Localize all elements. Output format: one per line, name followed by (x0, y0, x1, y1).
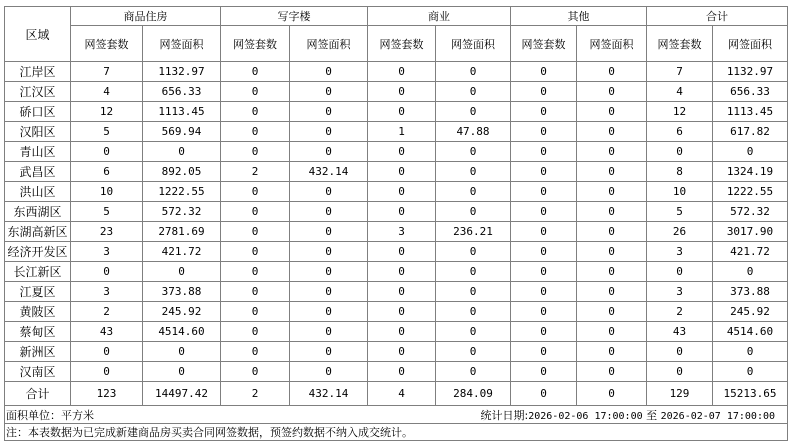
count-cell: 0 (511, 382, 577, 406)
count-cell: 123 (71, 382, 143, 406)
table-row (5, 202, 788, 222)
area-cell: 1113.45 (143, 102, 221, 122)
area-cell: 0 (143, 262, 221, 282)
area-cell: 892.05 (143, 162, 221, 182)
count-cell: 0 (71, 362, 143, 382)
count-cell: 0 (221, 142, 290, 162)
area-cell: 14497.42 (143, 382, 221, 406)
count-cell: 12 (71, 102, 143, 122)
header-group-office: 写字楼 (221, 7, 368, 26)
area-unit-label: 面积单位：平方米 (5, 406, 368, 424)
area-cell: 245.92 (143, 302, 221, 322)
header-region: 区域 (5, 7, 71, 62)
count-cell: 0 (647, 262, 713, 282)
table-row (5, 302, 788, 322)
subheader-count: 网签套数 (511, 26, 577, 62)
area-cell: 3017.90 (713, 222, 788, 242)
count-cell: 0 (221, 262, 290, 282)
area-cell: 0 (436, 342, 511, 362)
area-cell: 2781.69 (143, 222, 221, 242)
area-cell: 0 (436, 282, 511, 302)
region-cell: 新洲区 (5, 342, 71, 362)
count-cell: 0 (368, 262, 436, 282)
count-cell: 3 (368, 222, 436, 242)
area-cell: 0 (577, 322, 647, 342)
area-cell: 432.14 (290, 382, 368, 406)
area-cell: 0 (436, 362, 511, 382)
count-cell: 43 (647, 322, 713, 342)
total-row (5, 382, 788, 406)
table-row (5, 102, 788, 122)
count-cell: 0 (511, 242, 577, 262)
area-cell: 0 (577, 142, 647, 162)
area-cell: 0 (290, 242, 368, 262)
area-cell: 0 (290, 302, 368, 322)
area-cell: 0 (290, 102, 368, 122)
header-group-total: 合计 (647, 7, 788, 26)
region-cell: 东湖高新区 (5, 222, 71, 242)
area-cell: 4514.60 (143, 322, 221, 342)
area-cell: 0 (577, 202, 647, 222)
count-cell: 0 (221, 222, 290, 242)
area-cell: 0 (436, 202, 511, 222)
count-cell: 0 (368, 282, 436, 302)
count-cell: 0 (511, 162, 577, 182)
region-cell: 汉南区 (5, 362, 71, 382)
area-cell: 0 (577, 182, 647, 202)
stat-date-end: 2026-02-07 17:00:00 (660, 410, 775, 422)
table-row (5, 122, 788, 142)
subheader-count: 网签套数 (368, 26, 436, 62)
region-cell: 汉阳区 (5, 122, 71, 142)
count-cell: 26 (647, 222, 713, 242)
count-cell: 0 (511, 322, 577, 342)
transaction-table (4, 6, 788, 441)
stat-date-separator: 至 (646, 408, 658, 422)
count-cell: 0 (511, 102, 577, 122)
count-cell: 0 (511, 62, 577, 82)
region-cell: 江夏区 (5, 282, 71, 302)
count-cell: 3 (647, 282, 713, 302)
count-cell: 6 (647, 122, 713, 142)
area-cell: 0 (577, 82, 647, 102)
area-cell: 0 (436, 82, 511, 102)
area-cell: 572.32 (143, 202, 221, 222)
region-cell: 长江新区 (5, 262, 71, 282)
header-group-residential: 商品住房 (71, 7, 221, 26)
count-cell: 0 (511, 202, 577, 222)
area-cell: 0 (436, 162, 511, 182)
table-row (5, 142, 788, 162)
subheader-area: 网签面积 (290, 26, 368, 62)
area-cell: 432.14 (290, 162, 368, 182)
table-row (5, 62, 788, 82)
count-cell: 0 (221, 302, 290, 322)
area-cell: 0 (143, 362, 221, 382)
area-cell: 1132.97 (713, 62, 788, 82)
region-cell: 江汉区 (5, 82, 71, 102)
count-cell: 5 (71, 202, 143, 222)
count-cell: 0 (221, 122, 290, 142)
count-cell: 0 (368, 322, 436, 342)
count-cell: 0 (511, 362, 577, 382)
area-cell: 0 (577, 302, 647, 322)
area-cell: 0 (577, 222, 647, 242)
count-cell: 2 (71, 302, 143, 322)
count-cell: 0 (368, 182, 436, 202)
table-row (5, 342, 788, 362)
region-cell: 黄陂区 (5, 302, 71, 322)
count-cell: 6 (71, 162, 143, 182)
count-cell: 0 (511, 262, 577, 282)
count-cell: 0 (368, 242, 436, 262)
count-cell: 0 (368, 342, 436, 362)
count-cell: 0 (511, 82, 577, 102)
region-cell: 硚口区 (5, 102, 71, 122)
stat-date-label: 统计日期: (480, 408, 529, 422)
count-cell: 4 (647, 82, 713, 102)
area-cell: 0 (290, 62, 368, 82)
area-cell: 0 (436, 262, 511, 282)
area-cell: 0 (577, 362, 647, 382)
count-cell: 0 (511, 122, 577, 142)
area-cell: 0 (436, 302, 511, 322)
table-row (5, 282, 788, 302)
count-cell: 0 (647, 342, 713, 362)
count-cell: 43 (71, 322, 143, 342)
count-cell: 0 (71, 262, 143, 282)
area-cell: 0 (577, 162, 647, 182)
count-cell: 2 (647, 302, 713, 322)
table-row (5, 222, 788, 242)
count-cell: 0 (221, 202, 290, 222)
subheader-count: 网签套数 (647, 26, 713, 62)
header-row-groups (5, 7, 788, 26)
area-cell: 47.88 (436, 122, 511, 142)
count-cell: 5 (647, 202, 713, 222)
area-cell: 0 (290, 82, 368, 102)
count-cell: 2 (221, 162, 290, 182)
count-cell: 0 (511, 342, 577, 362)
count-cell: 0 (221, 362, 290, 382)
region-cell: 蔡甸区 (5, 322, 71, 342)
count-cell: 0 (71, 342, 143, 362)
area-cell: 656.33 (143, 82, 221, 102)
area-cell: 0 (577, 342, 647, 362)
area-cell: 1222.55 (713, 182, 788, 202)
count-cell: 2 (221, 382, 290, 406)
count-cell: 7 (71, 62, 143, 82)
count-cell: 0 (511, 142, 577, 162)
count-cell: 0 (221, 342, 290, 362)
subheader-count: 网签套数 (221, 26, 290, 62)
count-cell: 3 (647, 242, 713, 262)
area-cell: 0 (436, 102, 511, 122)
count-cell: 0 (511, 302, 577, 322)
area-cell: 373.88 (713, 282, 788, 302)
area-cell: 1324.19 (713, 162, 788, 182)
table-row (5, 322, 788, 342)
stat-date-start: 2026-02-06 17:00:00 (528, 410, 643, 422)
table-row (5, 262, 788, 282)
area-cell: 0 (143, 142, 221, 162)
area-cell: 1132.97 (143, 62, 221, 82)
table-row (5, 242, 788, 262)
area-cell: 0 (436, 62, 511, 82)
area-cell: 0 (290, 362, 368, 382)
count-cell: 10 (71, 182, 143, 202)
region-cell: 合计 (5, 382, 71, 406)
region-cell: 武昌区 (5, 162, 71, 182)
count-cell: 4 (368, 382, 436, 406)
stat-date (368, 406, 788, 424)
area-cell: 572.32 (713, 202, 788, 222)
area-cell: 245.92 (713, 302, 788, 322)
area-cell: 0 (713, 142, 788, 162)
count-cell: 0 (221, 242, 290, 262)
area-cell: 373.88 (143, 282, 221, 302)
count-cell: 0 (511, 222, 577, 242)
count-cell: 0 (368, 362, 436, 382)
area-cell: 421.72 (143, 242, 221, 262)
area-cell: 0 (290, 222, 368, 242)
count-cell: 0 (368, 102, 436, 122)
count-cell: 10 (647, 182, 713, 202)
table-row (5, 362, 788, 382)
header-group-other: 其他 (511, 7, 647, 26)
area-cell: 15213.65 (713, 382, 788, 406)
area-cell: 0 (290, 142, 368, 162)
count-cell: 0 (221, 182, 290, 202)
area-cell: 0 (290, 182, 368, 202)
count-cell: 0 (368, 62, 436, 82)
count-cell: 0 (221, 62, 290, 82)
area-cell: 617.82 (713, 122, 788, 142)
subheader-area: 网签面积 (713, 26, 788, 62)
area-cell: 569.94 (143, 122, 221, 142)
header-row-subheaders (5, 26, 788, 62)
header-group-commercial: 商业 (368, 7, 511, 26)
region-cell: 江岸区 (5, 62, 71, 82)
count-cell: 3 (71, 242, 143, 262)
count-cell: 0 (511, 282, 577, 302)
count-cell: 1 (368, 122, 436, 142)
area-cell: 0 (143, 342, 221, 362)
count-cell: 7 (647, 62, 713, 82)
region-cell: 青山区 (5, 142, 71, 162)
area-cell: 0 (290, 282, 368, 302)
region-cell: 洪山区 (5, 182, 71, 202)
area-cell: 656.33 (713, 82, 788, 102)
area-cell: 4514.60 (713, 322, 788, 342)
subheader-area: 网签面积 (143, 26, 221, 62)
count-cell: 129 (647, 382, 713, 406)
count-cell: 0 (71, 142, 143, 162)
area-cell: 284.09 (436, 382, 511, 406)
area-cell: 236.21 (436, 222, 511, 242)
area-cell: 1222.55 (143, 182, 221, 202)
area-cell: 0 (577, 282, 647, 302)
table-row (5, 82, 788, 102)
area-cell: 0 (713, 342, 788, 362)
footnote: 注：本表数据为已完成新建商品房买卖合同网签数据，预签约数据不纳入成交统计。 (5, 424, 788, 441)
area-cell: 0 (290, 262, 368, 282)
area-cell: 0 (713, 262, 788, 282)
count-cell: 3 (71, 282, 143, 302)
area-cell: 1113.45 (713, 102, 788, 122)
count-cell: 5 (71, 122, 143, 142)
subheader-area: 网签面积 (577, 26, 647, 62)
area-cell: 0 (577, 242, 647, 262)
count-cell: 0 (368, 302, 436, 322)
count-cell: 0 (511, 182, 577, 202)
area-cell: 0 (436, 322, 511, 342)
count-cell: 0 (221, 82, 290, 102)
count-cell: 0 (221, 322, 290, 342)
unit-row (5, 406, 788, 424)
area-cell: 0 (290, 122, 368, 142)
count-cell: 0 (368, 142, 436, 162)
count-cell: 0 (647, 362, 713, 382)
count-cell: 0 (647, 142, 713, 162)
table-row (5, 182, 788, 202)
subheader-count: 网签套数 (71, 26, 143, 62)
count-cell: 4 (71, 82, 143, 102)
count-cell: 12 (647, 102, 713, 122)
region-cell: 经济开发区 (5, 242, 71, 262)
count-cell: 0 (368, 202, 436, 222)
region-cell: 东西湖区 (5, 202, 71, 222)
area-cell: 0 (713, 362, 788, 382)
area-cell: 0 (436, 182, 511, 202)
area-cell: 421.72 (713, 242, 788, 262)
count-cell: 0 (221, 102, 290, 122)
area-cell: 0 (290, 202, 368, 222)
table-row (5, 162, 788, 182)
count-cell: 0 (368, 162, 436, 182)
area-cell: 0 (577, 262, 647, 282)
area-cell: 0 (436, 142, 511, 162)
count-cell: 0 (221, 282, 290, 302)
area-cell: 0 (577, 382, 647, 406)
area-cell: 0 (577, 122, 647, 142)
count-cell: 23 (71, 222, 143, 242)
area-cell: 0 (577, 102, 647, 122)
subheader-area: 网签面积 (436, 26, 511, 62)
area-cell: 0 (436, 242, 511, 262)
area-cell: 0 (290, 342, 368, 362)
count-cell: 8 (647, 162, 713, 182)
count-cell: 0 (368, 82, 436, 102)
area-cell: 0 (577, 62, 647, 82)
area-cell: 0 (290, 322, 368, 342)
note-row (5, 424, 788, 441)
